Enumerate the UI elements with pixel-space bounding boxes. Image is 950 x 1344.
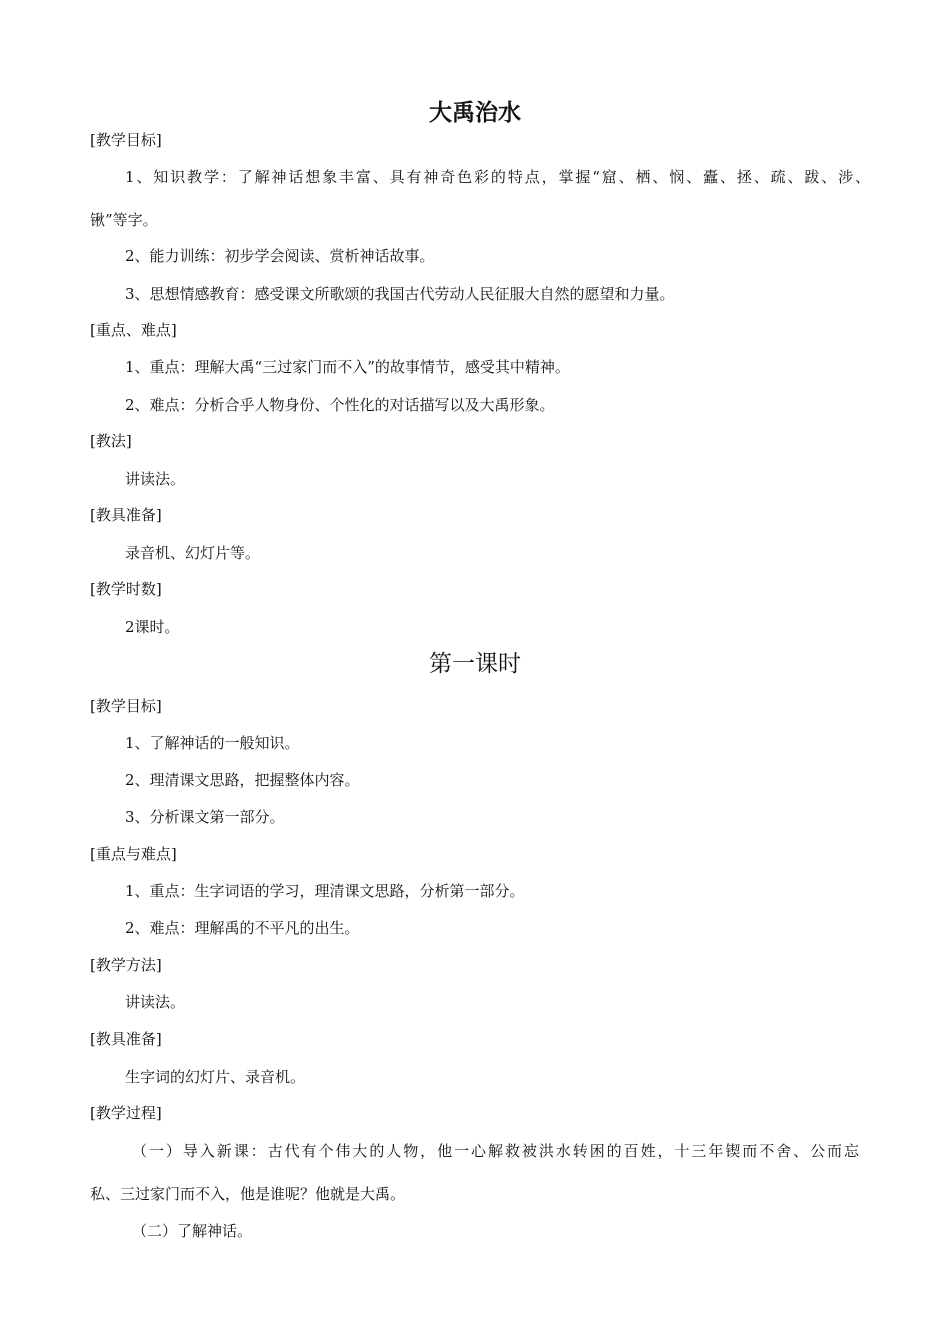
goal-ability: 2、能力训练：初步学会阅读、赏析神话故事。	[125, 247, 435, 265]
lesson-method-text: 讲读法。	[125, 993, 186, 1011]
section-heading-tools: [教具准备]	[90, 506, 162, 524]
lesson-key-point: 1、重点：生字词语的学习，理清课文思路，分析第一部分。	[125, 882, 525, 900]
goal-knowledge-line2: 锹”等字。	[90, 211, 158, 229]
section-heading-lesson-key-points: [重点与难点]	[90, 845, 177, 863]
difficult-point: 2、难点：分析合乎人物身份、个性化的对话描写以及大禹形象。	[125, 396, 555, 414]
hours-text: 2课时。	[125, 618, 180, 636]
goal-emotion: 3、思想情感教育：感受课文所歌颂的我国古代劳动人民征服大自然的愿望和力量。	[125, 285, 675, 303]
section-heading-hours: [教学时数]	[90, 580, 162, 598]
lesson-tools-text: 生字词的幻灯片、录音机。	[125, 1068, 306, 1086]
section-heading-process: [教学过程]	[90, 1104, 162, 1122]
section-heading-lesson-method: [教学方法]	[90, 956, 162, 974]
tools-text: 录音机、幻灯片等。	[125, 544, 261, 562]
lesson-goal-3: 3、分析课文第一部分。	[125, 808, 285, 826]
section-heading-lesson-goals: [教学目标]	[90, 697, 162, 715]
goal-knowledge-line1: 1、知识教学：了解神话想象丰富、具有神奇色彩的特点，掌握“窟、栖、悯、蠹、拯、疏、跋、涉、	[125, 168, 870, 186]
section-heading-teaching-goals: [教学目标]	[90, 131, 162, 149]
lesson-difficult-point: 2、难点：理解禹的不平凡的出生。	[125, 919, 360, 937]
document-title: 大禹治水	[429, 99, 521, 126]
lesson-goal-2: 2、理清课文思路，把握整体内容。	[125, 771, 360, 789]
process-intro-line1: （一）导入新课：古代有个伟大的人物，他一心解救被洪水转困的百姓，十三年锲而不舍、公而忘	[132, 1142, 859, 1160]
section-heading-key-points: [重点、难点]	[90, 321, 177, 339]
section-heading-lesson-tools: [教具准备]	[90, 1030, 162, 1048]
method-text: 讲读法。	[125, 470, 186, 488]
lesson-title: 第一课时	[429, 651, 521, 677]
key-point: 1、重点：理解大禹“三过家门而不入”的故事情节，感受其中精神。	[125, 358, 570, 376]
section-heading-method: [教法]	[90, 432, 132, 450]
process-intro-line2: 私、三过家门而不入，他是谁呢？他就是大禹。	[90, 1185, 406, 1203]
process-myth: （二）了解神话。	[132, 1222, 253, 1240]
lesson-goal-1: 1、了解神话的一般知识。	[125, 734, 300, 752]
